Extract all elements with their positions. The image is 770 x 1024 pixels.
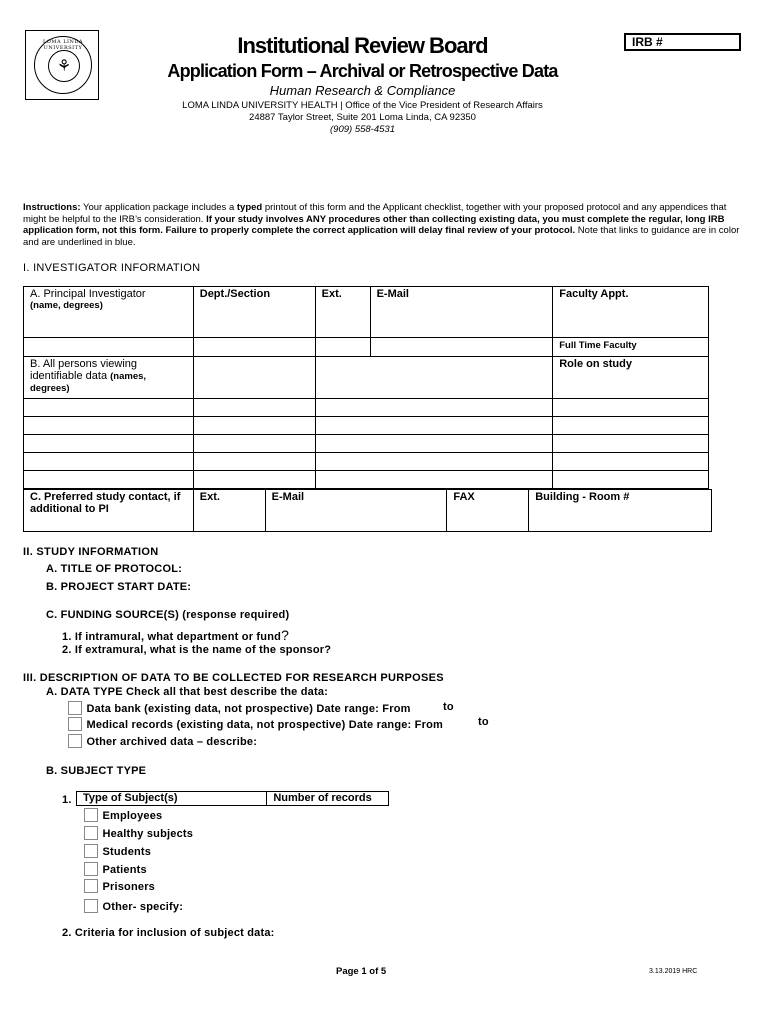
pi-row2-cell[interactable]: [315, 338, 370, 357]
persons-row-cell[interactable]: [553, 453, 709, 471]
contact-email-cell[interactable]: [265, 490, 447, 532]
pi-cell[interactable]: [24, 287, 194, 338]
section-study-heading: II. STUDY INFORMATION: [23, 546, 159, 558]
subject-label: Students: [102, 846, 152, 858]
fulltime-cell[interactable]: [553, 338, 709, 357]
contact-building-cell[interactable]: [529, 490, 712, 532]
persons-row-cell[interactable]: [193, 471, 315, 489]
persons-row-cell[interactable]: [315, 471, 553, 489]
subject-type-label: B. SUBJECT TYPE: [46, 765, 147, 777]
persons-dept-cell[interactable]: [193, 357, 315, 399]
address-line: 24887 Taylor Street, Suite 201 Loma Linda, CA 92350: [249, 112, 476, 123]
subject-label: Employees: [102, 810, 163, 822]
dept-label: Dept./Section: [199, 288, 271, 300]
intramural-qmark: ?: [281, 627, 290, 643]
intramural-text: 1. If intramural, what department or fund: [62, 631, 282, 643]
email-label: E-Mail: [376, 288, 409, 300]
instructions-label: Instructions:: [23, 202, 81, 213]
records-header-label: Number of records: [273, 792, 372, 804]
persons-row-cell[interactable]: [193, 417, 315, 435]
instructions-text: Your application package includes a: [80, 202, 237, 213]
medical-records-checkbox[interactable]: [68, 717, 82, 731]
instructions-paragraph: [23, 202, 743, 248]
funding-label: C. FUNDING SOURCE(S) (response required): [46, 609, 290, 621]
pi-label: A. Principal Investigator: [30, 288, 146, 300]
other-archived-option: [68, 732, 257, 750]
databank-to-label: to: [443, 701, 454, 713]
dept-cell[interactable]: [193, 287, 315, 338]
contact-building-label: Building - Room #: [535, 491, 630, 503]
persons-row-cell[interactable]: [315, 417, 553, 435]
contact-table: [23, 489, 712, 532]
contact-ext-cell[interactable]: [193, 490, 265, 532]
subject-type-table: [76, 791, 389, 806]
persons-row-cell[interactable]: [315, 435, 553, 453]
data-type-label: A. DATA TYPE Check all that best describe the data:: [46, 686, 328, 698]
persons-row-cell[interactable]: [24, 435, 194, 453]
instructions-warning: If your study involves ANY procedures other than collecting existing data, you must complete the regular, long IRB application form, not this form. Failure to properly complete the correct application will delay final review of your protocol.: [23, 213, 725, 236]
persons-row-cell[interactable]: [553, 417, 709, 435]
pi-row2-cell[interactable]: [24, 338, 194, 357]
subject-option-prisoners: [84, 877, 155, 895]
start-date-label: B. PROJECT START DATE:: [46, 581, 192, 593]
ext-label: Ext.: [321, 288, 342, 300]
subject-type-header: [77, 792, 267, 806]
persons-row-cell[interactable]: [193, 399, 315, 417]
contact-fax-cell[interactable]: [447, 490, 529, 532]
pi-sublabel: (name, degrees): [30, 300, 103, 311]
instructions-text: printout of this form and the Applicant checklist, together with your proposed protocol and any appendices that might be helpful to the IRB’s consideration.: [23, 202, 727, 225]
contact-label: C. Preferred study contact, if additional to PI: [30, 491, 181, 515]
instructions-text: Note that links to guidance are in color and are underlined in blue.: [23, 225, 740, 248]
persons-blank-cell[interactable]: [315, 357, 553, 399]
faculty-cell[interactable]: [553, 287, 709, 338]
subject-label: Prisoners: [102, 881, 155, 893]
records-header: [267, 792, 389, 806]
subject-item-number: 1.: [62, 794, 72, 806]
ext-cell[interactable]: [315, 287, 370, 338]
seal-emblem-icon: ⚘: [56, 56, 72, 75]
subject-option-patients: [84, 860, 147, 878]
irb-number-label: IRB #: [632, 35, 663, 49]
subject-label: Patients: [102, 864, 147, 876]
subject-option-healthy: [84, 824, 193, 842]
subject-checkbox[interactable]: [84, 808, 98, 822]
revision-date: 3.13.2019 HRC: [649, 968, 698, 975]
persons-sublabel: (names, degrees): [30, 371, 147, 394]
contact-fax-label: FAX: [453, 491, 475, 503]
contact-ext-label: Ext.: [199, 491, 220, 503]
subject-option-students: [84, 842, 151, 860]
section-data-heading: III. DESCRIPTION OF DATA TO BE COLLECTED FOR RESEARCH PURPOSES: [23, 672, 444, 684]
faculty-label: Faculty Appt.: [559, 288, 629, 300]
other-archived-checkbox[interactable]: [68, 734, 82, 748]
persons-cell[interactable]: [24, 357, 194, 399]
role-cell[interactable]: [553, 357, 709, 399]
databank-label: Data bank (existing data, not prospective) Date range: From: [86, 703, 411, 715]
persons-row-cell[interactable]: [193, 453, 315, 471]
page-number: Page 1 of 5: [336, 966, 387, 977]
instructions-typed: typed: [236, 202, 263, 213]
persons-row-cell[interactable]: [553, 471, 709, 489]
protocol-title-label: A. TITLE OF PROTOCOL:: [46, 563, 182, 575]
seal-text: LOMA LINDA UNIVERSITY: [42, 39, 84, 51]
form-subtitle: Application Form – Archival or Retrospective Data: [167, 61, 558, 81]
persons-row-cell[interactable]: [315, 399, 553, 417]
subject-label: Healthy subjects: [102, 828, 194, 840]
contact-cell[interactable]: [24, 490, 194, 532]
contact-email-label: E-Mail: [271, 491, 305, 503]
page-title: Institutional Review Board: [237, 33, 488, 58]
medical-records-option: [68, 715, 443, 733]
medical-records-label: Medical records (existing data, not prospective) Date range: From: [86, 719, 443, 731]
persons-row-cell[interactable]: [553, 399, 709, 417]
subject-label: Other- specify:: [102, 901, 184, 913]
subject-checkbox[interactable]: [84, 844, 98, 858]
organization-line: LOMA LINDA UNIVERSITY HEALTH | Office of the Vice President of Research Affairs: [182, 100, 543, 111]
department-name: Human Research & Compliance: [269, 83, 456, 98]
section-investigator-heading: I. INVESTIGATOR INFORMATION: [23, 262, 201, 274]
fulltime-label: Full Time Faculty: [559, 340, 637, 351]
extramural-question: 2. If extramural, what is the name of the sponsor?: [62, 644, 332, 656]
persons-row-cell[interactable]: [24, 399, 194, 417]
subject-option-employees: [84, 806, 162, 824]
pi-row2-cell[interactable]: [193, 338, 315, 357]
subject-checkbox[interactable]: [84, 862, 98, 876]
persons-row-cell[interactable]: [24, 453, 194, 471]
subject-checkbox[interactable]: [84, 899, 98, 913]
role-label: Role on study: [559, 358, 632, 370]
pi-row2-cell[interactable]: [370, 338, 553, 357]
intramural-question: [62, 627, 289, 643]
persons-row-cell[interactable]: [193, 435, 315, 453]
persons-row-cell[interactable]: [24, 471, 194, 489]
persons-label: B. All persons viewing identifiable data: [30, 358, 137, 382]
subject-checkbox[interactable]: [84, 879, 98, 893]
persons-row-cell[interactable]: [24, 417, 194, 435]
email-cell[interactable]: [370, 287, 553, 338]
subject-checkbox[interactable]: [84, 826, 98, 840]
inclusion-criteria-label: 2. Criteria for inclusion of subject data:: [62, 927, 275, 939]
persons-row-cell[interactable]: [553, 435, 709, 453]
databank-checkbox[interactable]: [68, 701, 82, 715]
investigator-table: [23, 286, 709, 489]
subject-option-other: [84, 897, 183, 915]
subject-type-header-label: Type of Subject(s): [83, 792, 178, 804]
other-archived-label: Other archived data – describe:: [86, 736, 258, 748]
phone-line: (909) 558-4531: [330, 124, 395, 135]
persons-row-cell[interactable]: [315, 453, 553, 471]
medical-records-to-label: to: [478, 716, 489, 728]
